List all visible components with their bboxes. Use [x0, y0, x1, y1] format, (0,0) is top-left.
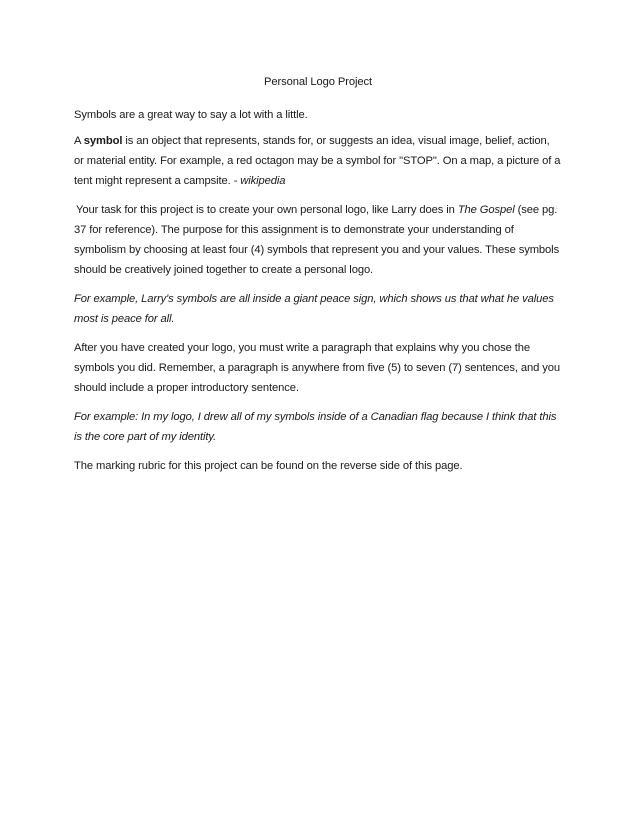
paragraph-instructions: After you have created your logo, you must write a paragraph that explains why you chose the symbols you did. Remember, a paragraph is anywhere from five (5) to seven (7) sentences, and you should include a proper introductory sentence.: [74, 342, 560, 394]
definition-body: is an object that represents, stands for, or suggests an idea, visual image, belief, action, or material entity. For example, a red octagon may be a symbol for "STOP". On a map, a picture of a tent might represent a campsite.: [74, 135, 561, 187]
intro-paragraph: Symbols are a great way to say a lot with a little.: [74, 109, 308, 121]
rubric-note: The marking rubric for this project can be found on the reverse side of this page.: [74, 460, 463, 472]
definition-term: symbol: [83, 135, 123, 147]
book-title: The Gospel: [457, 204, 515, 216]
task-text-after-book: (see pg. 37 for reference). The purpose for this assignment is to demonstrate your understanding of symbolism by choosing at least four (4) symbols that represent you and your values. These symbols should be creatively joined together to create a personal logo.: [74, 204, 560, 276]
definition-source: - wikipedia: [233, 175, 286, 187]
example-two-paragraph: For example: In my logo, I drew all of my symbols inside of a Canadian flag because I think that this is the core part of my identity.: [74, 411, 557, 443]
definition-paragraph: [74, 131, 562, 191]
task-paragraph: [74, 200, 562, 280]
task-text-before-book: Your task for this project is to create your own personal logo, like Larry does in: [76, 204, 458, 216]
document-title: Personal Logo Project: [264, 76, 372, 88]
document-page: [74, 72, 562, 485]
example-one-paragraph: For example, Larry's symbols are all inside a giant peace sign, which shows us that what he values most is peace for all.: [74, 293, 554, 325]
definition-prefix: A: [74, 135, 84, 147]
